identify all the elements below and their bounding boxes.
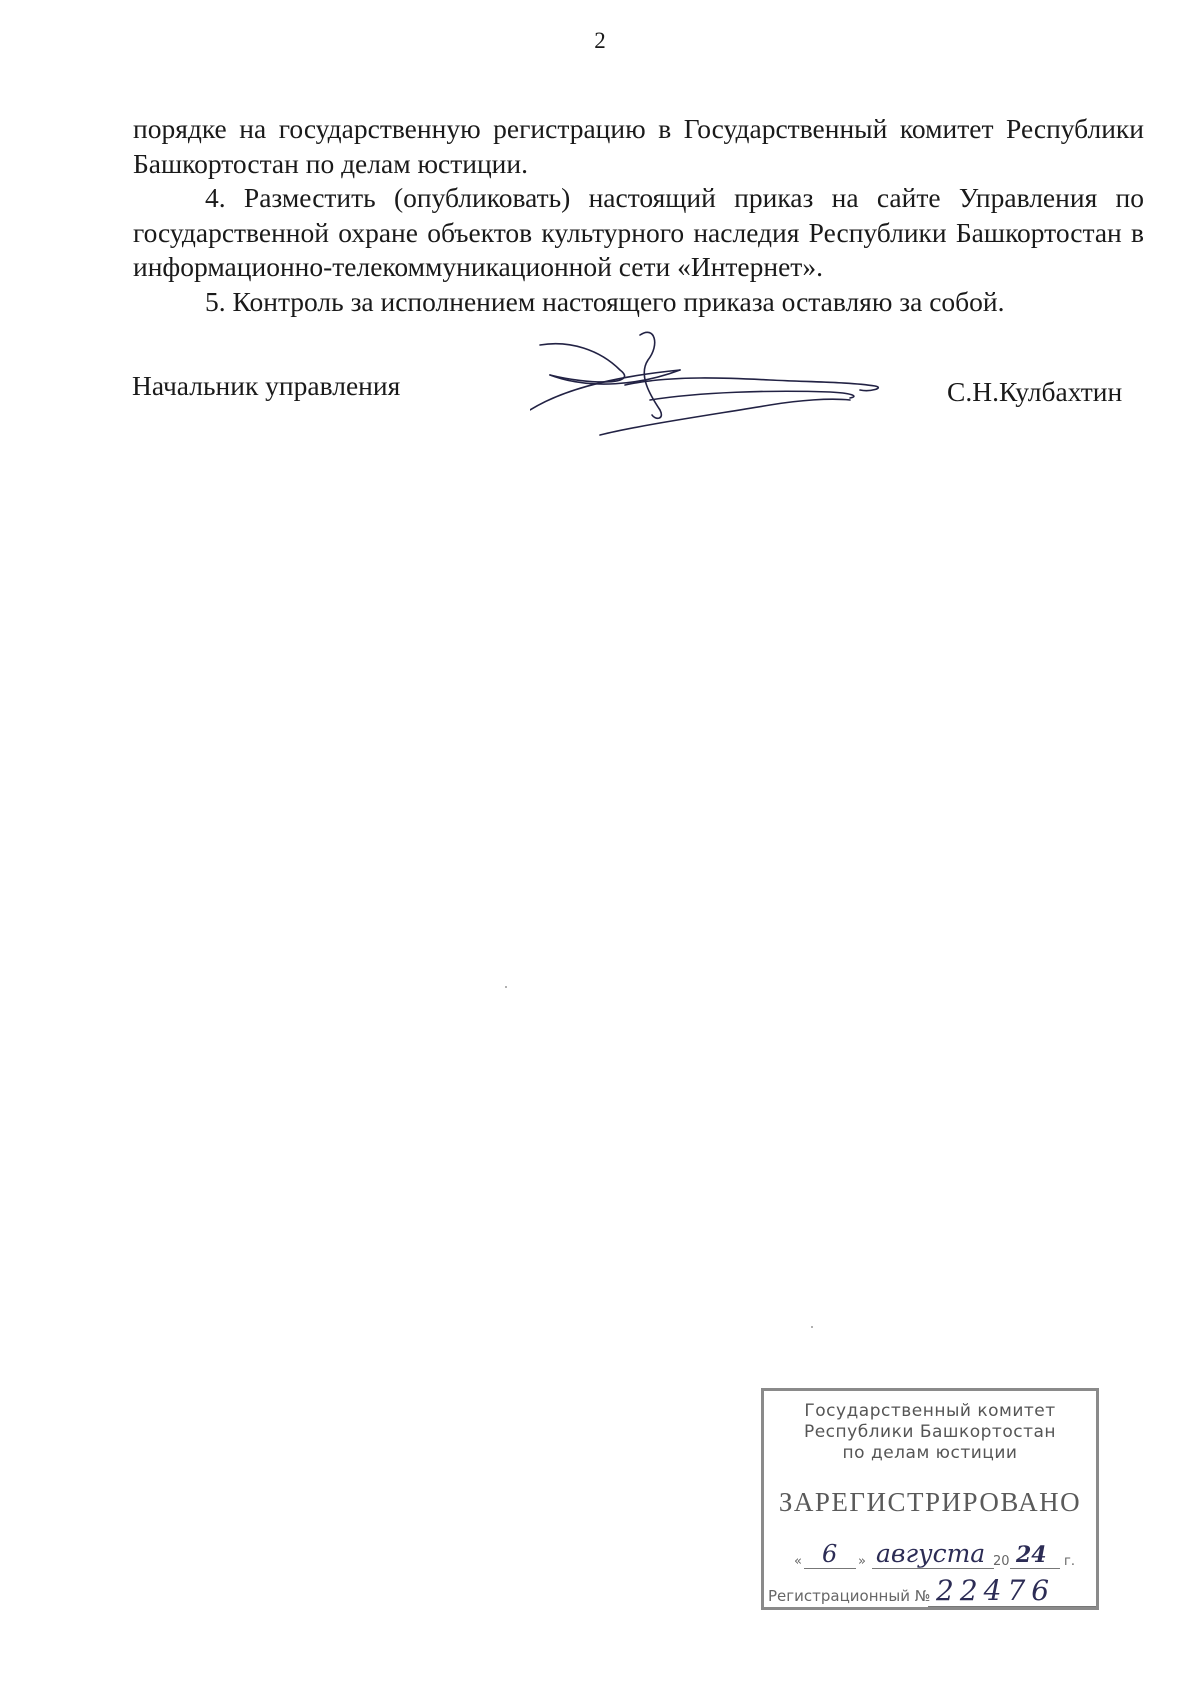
page-number: 2: [594, 28, 606, 53]
stamp-reg-number: 22476: [936, 1574, 1056, 1607]
signer-name: С.Н.Кулбахтин: [947, 376, 1123, 407]
paragraph-item-4: 4. Разместить (опубликовать) настоящий приказ на сайте Управления по государственной охране объектов культурного наследия Республики Башкортостан в информационно-телекоммуникационной сети «Интернет».: [133, 182, 1144, 282]
regno-label: Регистрационный №: [768, 1587, 931, 1605]
stamp-year: 24: [1016, 1542, 1047, 1568]
scan-speck: [505, 986, 507, 988]
stamp-org-line: Государственный комитет: [804, 1401, 1056, 1421]
stamp-day: 6: [822, 1540, 838, 1568]
quote-close: »: [858, 1554, 866, 1569]
quote-open: «: [794, 1554, 802, 1569]
stamp-date-line: [794, 1541, 1084, 1571]
stamp-month: августа: [876, 1539, 986, 1568]
paragraph-continuation: порядке на государственную регистрацию в Государственный комитет Республики Башкортостан по делам юстиции.: [133, 113, 1144, 179]
year-underline: [1010, 1568, 1060, 1569]
signer-position: Начальник управления: [132, 370, 401, 401]
handwritten-signature: [530, 330, 920, 450]
registration-stamp: [761, 1388, 1099, 1610]
scan-speck: [811, 1326, 813, 1328]
stamp-regno-line: [768, 1574, 1098, 1609]
stamp-organization: [764, 1401, 1096, 1464]
stamp-org-line: Республики Башкортостан: [803, 1422, 1057, 1442]
paragraph-item-5: 5. Контроль за исполнением настоящего приказа оставляю за собой.: [205, 285, 1005, 317]
month-underline: [872, 1568, 994, 1569]
stamp-org-line: по делам юстиции: [842, 1443, 1018, 1463]
stamp-status: ЗАРЕГИСТРИРОВАНО: [778, 1487, 1082, 1517]
document-body: [133, 112, 1144, 319]
year-prefix: 20: [993, 1554, 1010, 1569]
day-underline: [804, 1568, 856, 1569]
year-unit: г.: [1064, 1554, 1075, 1569]
